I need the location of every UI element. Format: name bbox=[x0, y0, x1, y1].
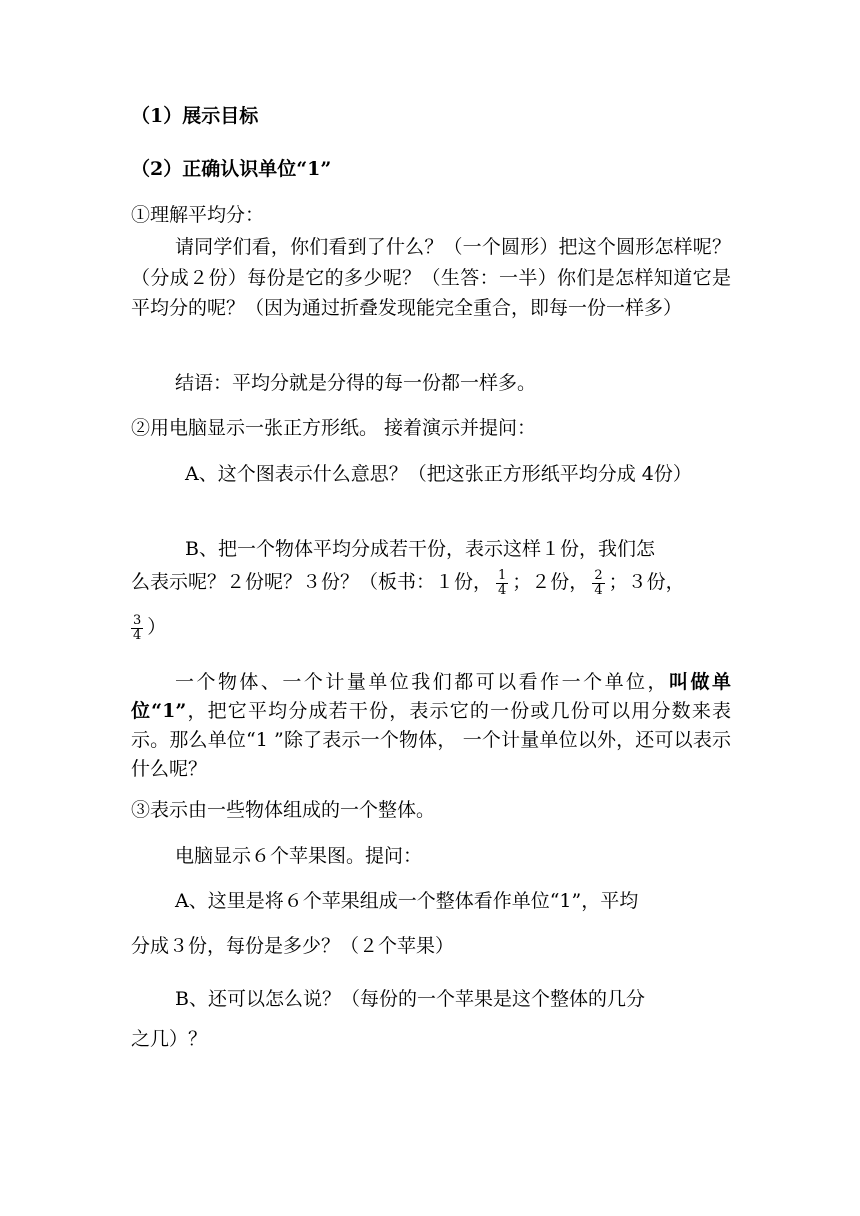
section1-conclusion bbox=[131, 368, 731, 398]
item-b-text-2c: ；３份， bbox=[608, 571, 685, 593]
section2-item-b-line2 bbox=[131, 560, 731, 604]
section3-item-b-line1 bbox=[131, 984, 731, 1014]
item-b-text: B、把一个物体平均分成若干份，表示这样１份，我们怎 bbox=[185, 538, 655, 560]
section3-item-a-line2: 分成３份，每份是多少？（２个苹果） bbox=[131, 935, 455, 957]
fraction-two-quarters: $\frac{2}{4}$ bbox=[594, 567, 603, 598]
conclusion-text: 结语：平均分就是分得的每一份都一样多。 bbox=[175, 372, 537, 394]
section3-item-a-line1 bbox=[131, 886, 731, 916]
fraction-three-quarters: $\frac{3}{4}$ bbox=[133, 612, 142, 643]
item-a-text: A、这里是将６个苹果组成一个整体看作单位“1”，平均 bbox=[175, 890, 639, 912]
item-b2-text: B、还可以怎么说？（每份的一个苹果是这个整体的几分 bbox=[175, 988, 645, 1010]
section2-item-a: A、这个图表示什么意思？（把这张正方形纸平均分成 4份） bbox=[185, 463, 692, 485]
heading-show-goals: （1）展示目标 bbox=[131, 105, 259, 127]
section3-intro bbox=[131, 841, 731, 871]
unit-text-2: ，把它平均分成若干份，表示它的一份或几份可以用分数来表示。那么单位“1 ”除了表示一个物体， 一个计量单位以外，还可以表示什么呢？ bbox=[131, 700, 731, 780]
section3-title: ③表示由一些物体组成的一个整体。 bbox=[131, 799, 436, 821]
heading-unit-one: （2）正确认识单位“1” bbox=[131, 158, 332, 180]
unit-text-1: 一个物体、一个计量单位我们都可以看作一个单位， bbox=[175, 671, 670, 693]
unit-text-bold: 叫做单位“1” bbox=[131, 671, 731, 722]
section1-body: 请同学们看，你们看到了什么？（一个圆形）把这个圆形怎样呢？（分成２份）每份是它的多少呢？（生答：一半）你们是怎样知道它是平均分的呢？（因为通过折叠发现能完全重合，即每一份一样多） bbox=[131, 236, 731, 319]
fraction-one-quarter: $\frac{1}{4}$ bbox=[498, 567, 507, 598]
section2-title: ②用电脑显示一张正方形纸。 接着演示并提问： bbox=[131, 417, 537, 439]
item-b-text-3: ） bbox=[147, 616, 167, 638]
item-b-text-2a: 么表示呢？２份呢？３份？（板书：１份， bbox=[131, 571, 493, 593]
intro-text: 电脑显示６个苹果图。提问： bbox=[175, 845, 423, 867]
section3-item-b-line2: 之几）？ bbox=[131, 1028, 208, 1050]
section2-item-b-line3 bbox=[131, 605, 731, 649]
section1-title: ①理解平均分： bbox=[131, 204, 265, 226]
unit-one-paragraph bbox=[131, 668, 731, 784]
item-b-text-2b: ；２份， bbox=[512, 571, 589, 593]
